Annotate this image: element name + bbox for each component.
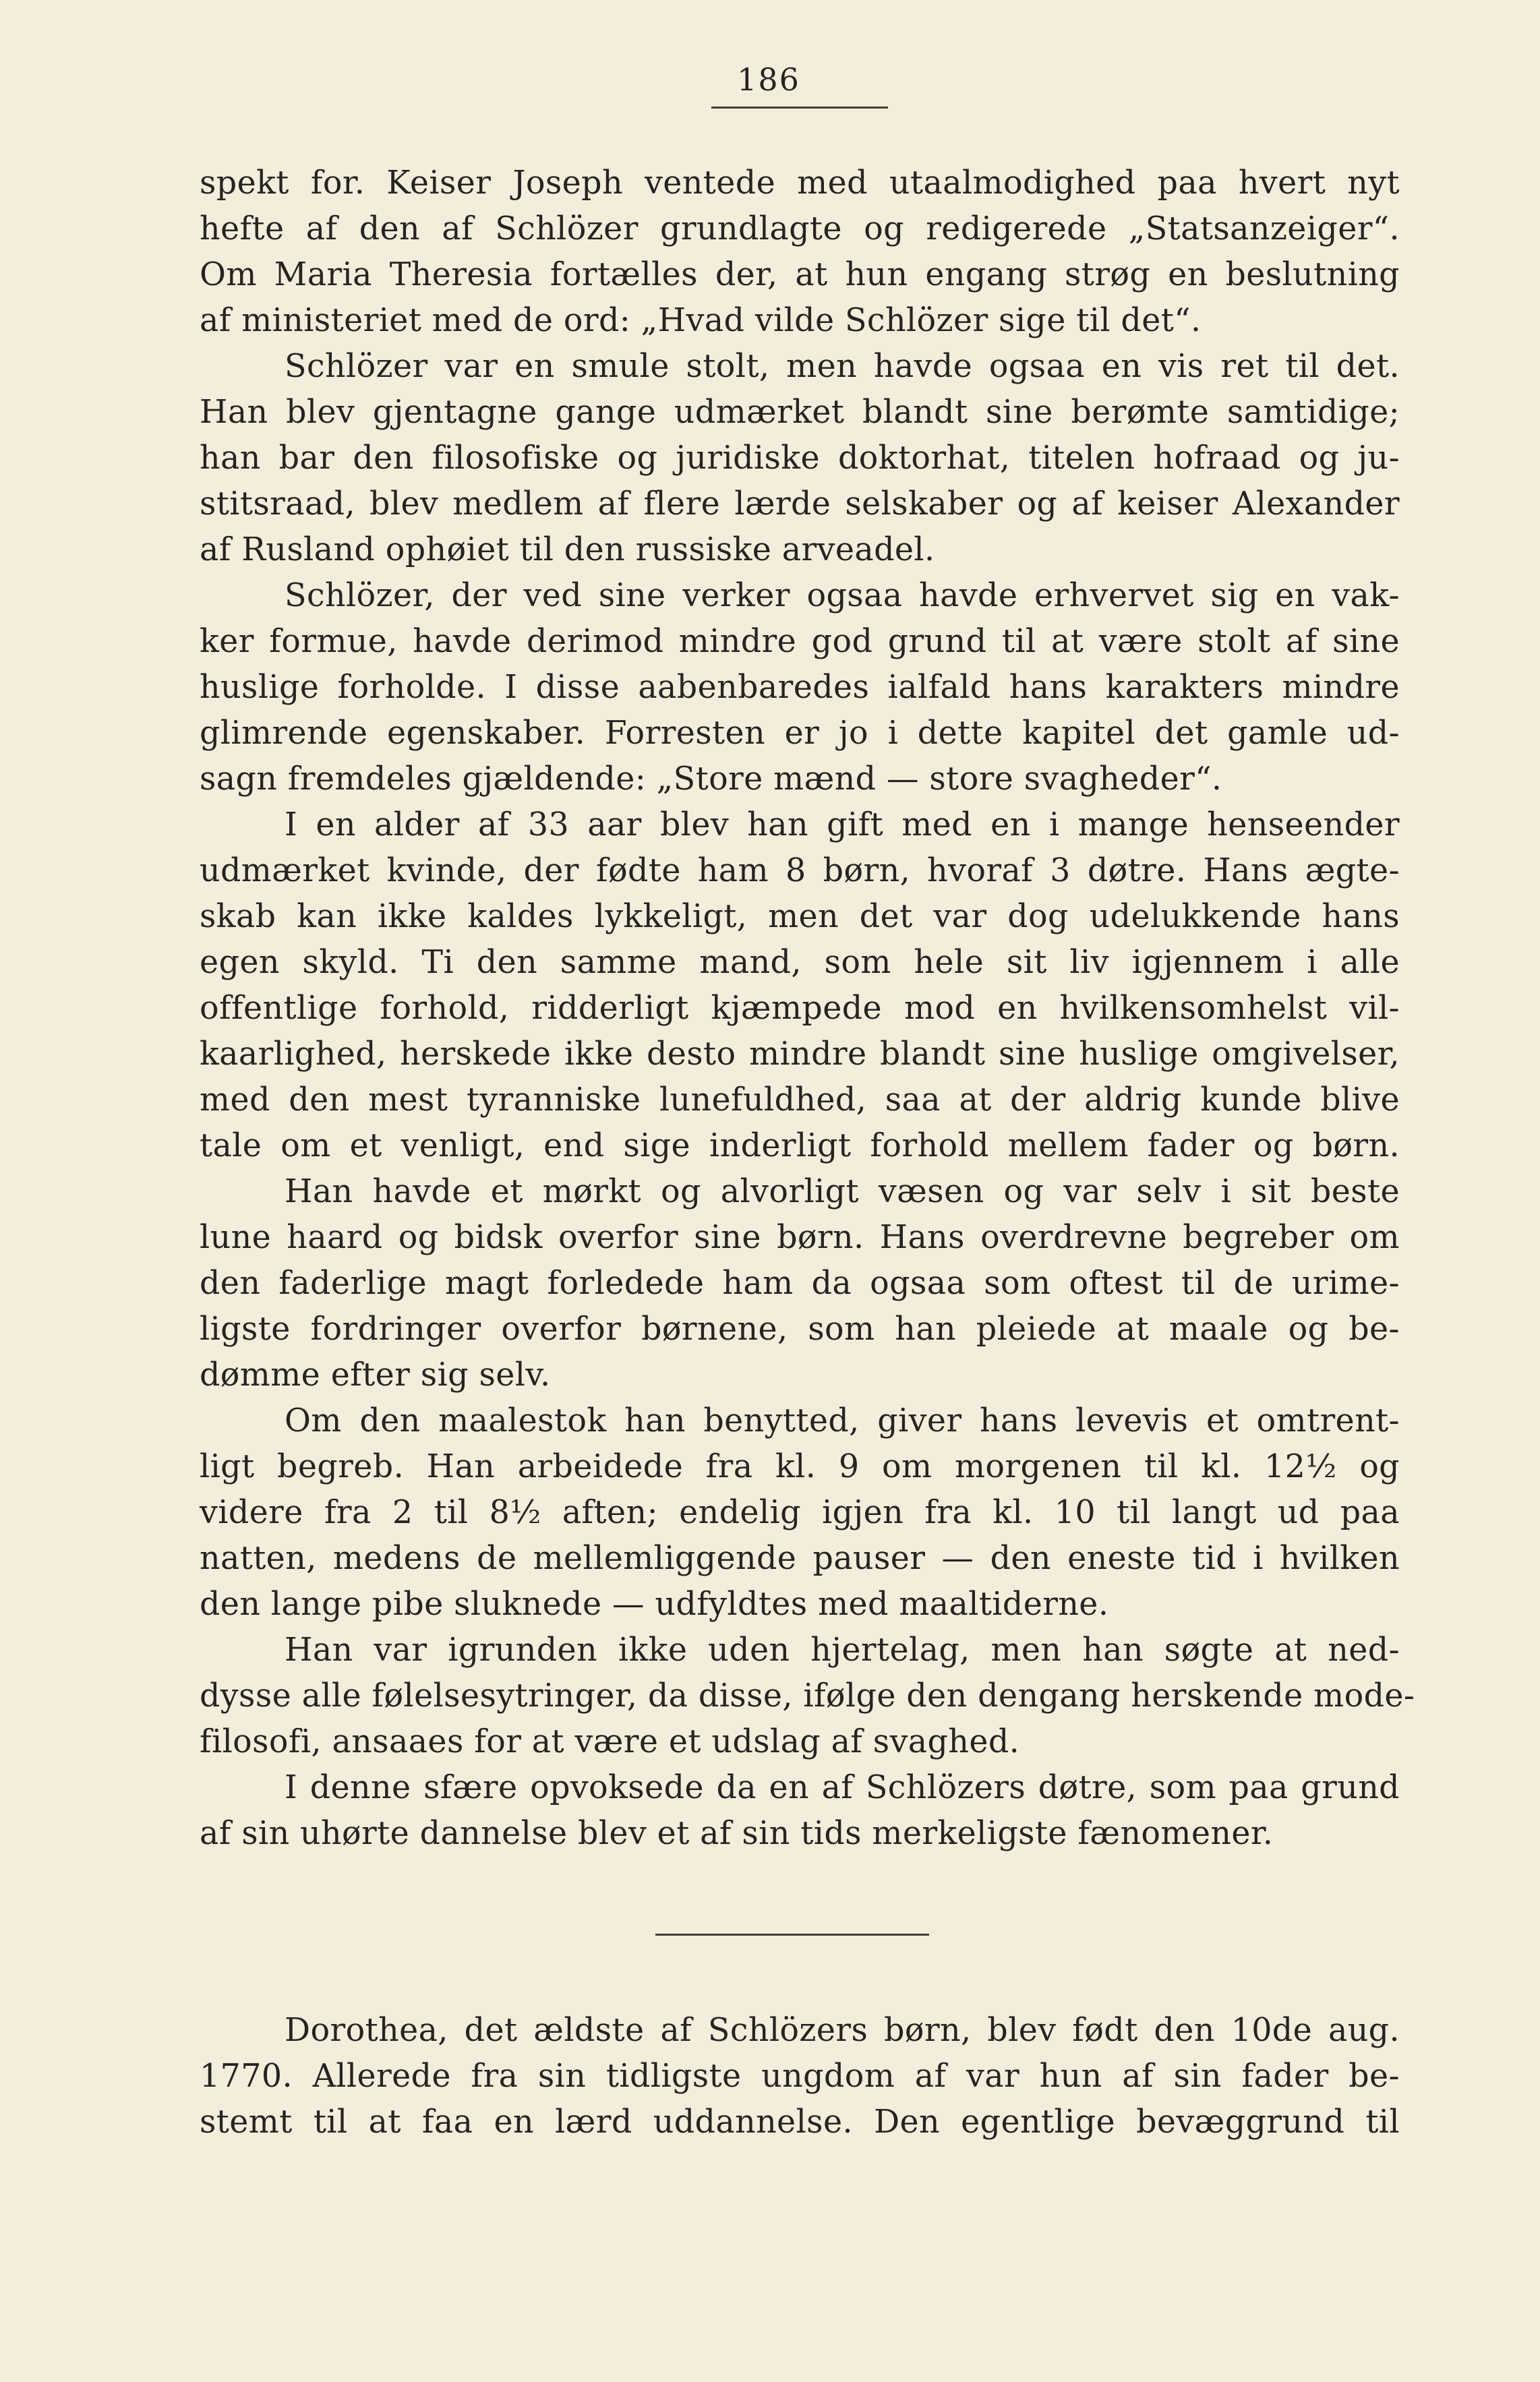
- text-line: kaarlighed, herskede ikke desto mindre blandt sine huslige omgivelser,: [200, 1036, 1400, 1073]
- text-line: offentlige forhold, ridderligt kjæmpede mod en hvilkensomhelst vil-: [200, 990, 1400, 1027]
- text-line: dysse alle følelsesytringer, da disse, ifølge den dengang herskende mode-: [200, 1677, 1415, 1715]
- text-line: Han var igrunden ikke uden hjertelag, men han søgte at ned-: [285, 1632, 1400, 1669]
- text-line: I en alder af 33 aar blev han gift med en i mange henseender: [285, 806, 1400, 843]
- text-line: 1770. Allerede fra sin tidligste ungdom af var hun af sin fader be-: [200, 2058, 1400, 2095]
- text-line: Schlözer var en smule stolt, men havde ogsaa en vis ret til det.: [285, 348, 1400, 385]
- text-line: tale om et venligt, end sige inderligt forhold mellem fader og børn.: [200, 1127, 1400, 1164]
- text-line: af Rusland ophøiet til den russiske arveadel.: [200, 531, 935, 568]
- page-number: 186: [737, 61, 800, 98]
- text-line: ker formue, havde derimod mindre god grund til at være stolt af sine: [200, 623, 1400, 660]
- text-line: skab kan ikke kaldes lykkeligt, men det var dog udelukkende hans: [200, 898, 1400, 935]
- text-line: dømme efter sig selv.: [200, 1357, 551, 1394]
- text-line: Han blev gjentagne gange udmærket blandt sine berømte samtidige;: [200, 394, 1400, 431]
- text-line: stitsraad, blev medlem af flere lærde selskaber og af keiser Alexander: [200, 485, 1400, 523]
- text-line: den lange pibe sluknede — udfyldtes med maaltiderne.: [200, 1586, 1109, 1623]
- text-line: af ministeriet med de ord: „Hvad vilde Schlözer sige til det“.: [200, 302, 1202, 339]
- text-line: huslige forholde. I disse aabenbaredes ialfald hans karakters mindre: [200, 669, 1400, 706]
- text-line: den faderlige magt forledede ham da ogsaa som oftest til de urime-: [200, 1265, 1400, 1302]
- text-line: I denne sfære opvoksede da en af Schlözers døtre, som paa grund: [285, 1769, 1400, 1806]
- text-line: glimrende egenskaber. Forresten er jo i dette kapitel det gamle ud-: [200, 715, 1400, 752]
- text-line: han bar den filosofiske og juridiske doktorhat, titelen hofraad og ju-: [200, 440, 1400, 477]
- text-line: hefte af den af Schlözer grundlagte og redigerede „Statsanzeiger“.: [200, 210, 1400, 247]
- text-line: Om Maria Theresia fortælles der, at hun engang strøg en beslutning: [200, 256, 1400, 293]
- text-line: natten, medens de mellemliggende pauser — den eneste tid i hvilken: [200, 1540, 1400, 1577]
- section-divider: [655, 1934, 929, 1936]
- text-line: filosofi, ansaaes for at være et udslag af svaghed.: [200, 1723, 1020, 1760]
- text-line: ligste fordringer overfor børnene, som han pleiede at maale og be-: [200, 1311, 1400, 1348]
- header-rule: [711, 107, 888, 109]
- text-line: Schlözer, der ved sine verker ogsaa havde erhvervet sig en vak-: [285, 577, 1400, 614]
- text-line: egen skyld. Ti den samme mand, som hele sit liv igjennem i alle: [200, 944, 1400, 981]
- text-line: lune haard og bidsk overfor sine børn. Hans overdrevne begreber om: [200, 1219, 1400, 1256]
- text-line: spekt for. Keiser Joseph ventede med utaalmodighed paa hvert nyt: [200, 165, 1400, 202]
- text-line: Dorothea, det ældste af Schlözers børn, blev født den 10de aug.: [285, 2012, 1400, 2049]
- text-line: sagn fremdeles gjældende: „Store mænd — store svagheder“.: [200, 761, 1222, 798]
- text-line: videre fra 2 til 8½ aften; endelig igjen fra kl. 10 til langt ud paa: [200, 1494, 1400, 1531]
- text-line: Han havde et mørkt og alvorligt væsen og var selv i sit beste: [285, 1173, 1400, 1210]
- text-line: udmærket kvinde, der fødte ham 8 børn, hvoraf 3 døtre. Hans ægte-: [200, 852, 1400, 889]
- text-line: Om den maalestok han benytted, giver hans levevis et omtrent-: [285, 1402, 1400, 1439]
- text-line: med den mest tyranniske lunefuldhed, saa at der aldrig kunde blive: [200, 1081, 1400, 1119]
- text-line: stemt til at faa en lærd uddannelse. Den egentlige bevæggrund til: [200, 2104, 1400, 2141]
- text-line: af sin uhørte dannelse blev et af sin tids merkeligste fænomener.: [200, 1815, 1274, 1852]
- text-line: ligt begreb. Han arbeidede fra kl. 9 om morgenen til kl. 12½ og: [200, 1448, 1400, 1485]
